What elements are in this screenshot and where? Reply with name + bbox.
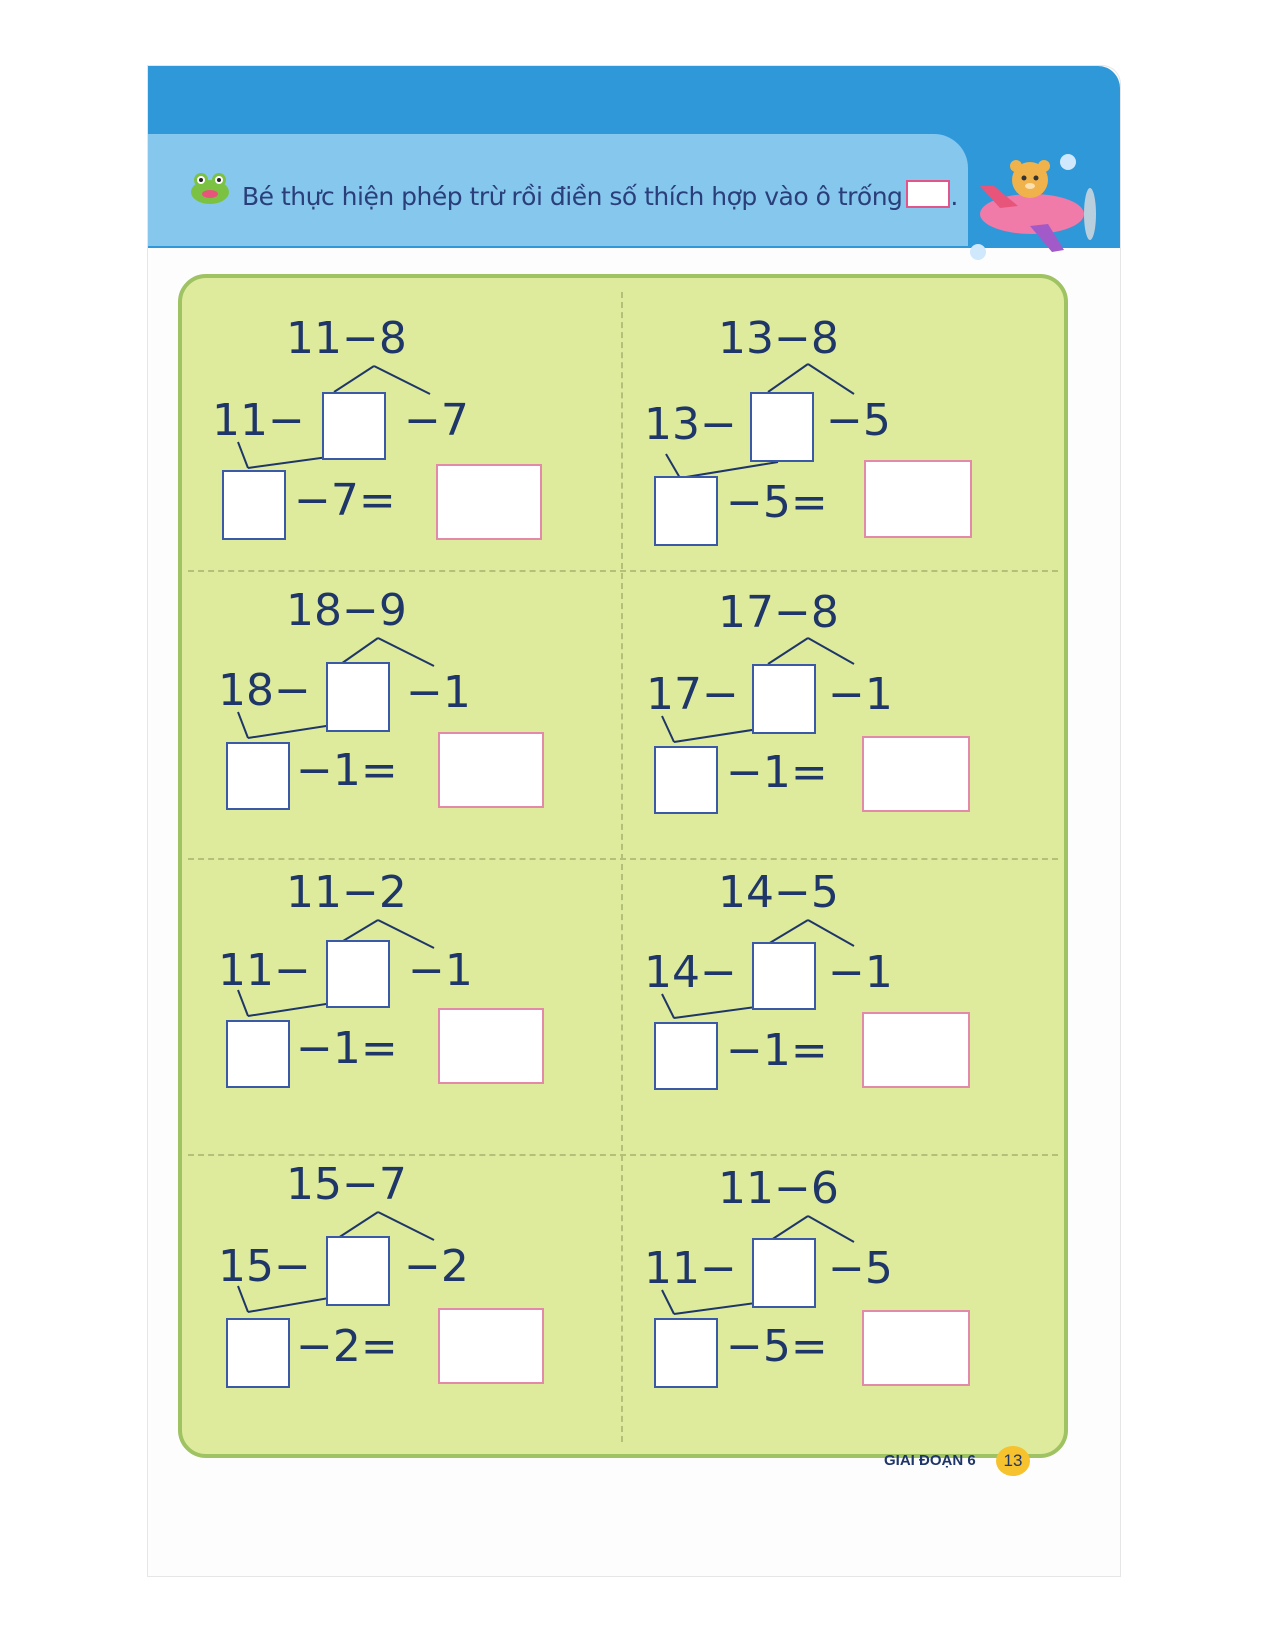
blank-box-sample <box>906 180 950 208</box>
problem-bottom: −1= <box>296 745 398 796</box>
problem-top: 18−9 <box>286 585 407 636</box>
problem-bottom: −5= <box>726 1321 828 1372</box>
answer-box-first[interactable] <box>654 746 718 814</box>
exercise-1 <box>182 278 622 572</box>
problem-left: 17− <box>646 669 739 720</box>
instruction-period: . <box>950 182 958 211</box>
problem-bottom: −7= <box>294 475 396 526</box>
problem-right: −1 <box>828 669 893 720</box>
answer-box-result[interactable] <box>436 464 542 540</box>
stage-label: GIAI ĐOẠN 6 <box>884 1452 976 1469</box>
exercise-5 <box>182 858 622 1152</box>
answer-box-first[interactable] <box>654 1318 718 1388</box>
problem-left: 11− <box>212 395 305 446</box>
problem-top: 17−8 <box>718 587 839 638</box>
problem-left: 11− <box>218 945 311 996</box>
problem-left: 14− <box>644 947 737 998</box>
problem-left: 11− <box>644 1243 737 1294</box>
exercise-8 <box>622 1154 1062 1448</box>
answer-box-first[interactable] <box>654 476 718 546</box>
problem-right: −1 <box>828 947 893 998</box>
answer-box-first[interactable] <box>226 742 290 810</box>
exercise-3 <box>182 570 622 864</box>
workbook-page <box>148 66 1120 1576</box>
split-lines <box>622 1154 1062 1448</box>
answer-box-first[interactable] <box>222 470 286 540</box>
problem-right: −1 <box>408 945 473 996</box>
answer-box-first[interactable] <box>226 1020 290 1088</box>
problem-right: −5 <box>826 395 891 446</box>
instruction-text <box>242 180 958 211</box>
answer-box-split[interactable] <box>326 940 390 1008</box>
exercise-7 <box>182 1154 622 1448</box>
problem-bottom: −1= <box>726 1025 828 1076</box>
airplane-bear-icon <box>960 146 1110 266</box>
answer-box-result[interactable] <box>862 1310 970 1386</box>
frog-icon <box>188 170 232 206</box>
exercise-4 <box>622 570 1062 864</box>
problem-right: −1 <box>406 667 471 718</box>
answer-box-result[interactable] <box>438 1008 544 1084</box>
exercise-board <box>178 274 1068 1458</box>
answer-box-split[interactable] <box>322 392 386 460</box>
problem-top: 11−2 <box>286 867 407 918</box>
answer-box-split[interactable] <box>326 662 390 732</box>
problem-bottom: −5= <box>726 477 828 528</box>
answer-box-first[interactable] <box>654 1022 718 1090</box>
problem-bottom: −1= <box>726 747 828 798</box>
problem-top: 11−8 <box>286 313 407 364</box>
problem-right: −7 <box>404 395 469 446</box>
answer-box-split[interactable] <box>326 1236 390 1306</box>
exercise-2 <box>622 278 1062 572</box>
answer-box-split[interactable] <box>752 664 816 734</box>
answer-box-first[interactable] <box>226 1318 290 1388</box>
problem-top: 14−5 <box>718 867 839 918</box>
problem-bottom: −2= <box>296 1321 398 1372</box>
problem-left: 18− <box>218 665 311 716</box>
problem-top: 15−7 <box>286 1159 407 1210</box>
answer-box-result[interactable] <box>438 732 544 808</box>
instruction-label: Bé thực hiện phép trừ rồi điền số thích hợp vào ô trống <box>242 182 903 211</box>
problem-top: 13−8 <box>718 313 839 364</box>
page-number-badge: 13 <box>996 1446 1030 1476</box>
answer-box-split[interactable] <box>750 392 814 462</box>
answer-box-split[interactable] <box>752 1238 816 1308</box>
answer-box-result[interactable] <box>862 736 970 812</box>
problem-top: 11−6 <box>718 1163 839 1214</box>
answer-box-split[interactable] <box>752 942 816 1010</box>
problem-right: −5 <box>828 1243 893 1294</box>
problem-bottom: −1= <box>296 1023 398 1074</box>
problem-left: 15− <box>218 1241 311 1292</box>
split-lines <box>622 858 1062 1152</box>
answer-box-result[interactable] <box>862 1012 970 1088</box>
exercise-6 <box>622 858 1062 1152</box>
problem-right: −2 <box>404 1241 469 1292</box>
problem-left: 13− <box>644 399 737 450</box>
answer-box-result[interactable] <box>438 1308 544 1384</box>
answer-box-result[interactable] <box>864 460 972 538</box>
